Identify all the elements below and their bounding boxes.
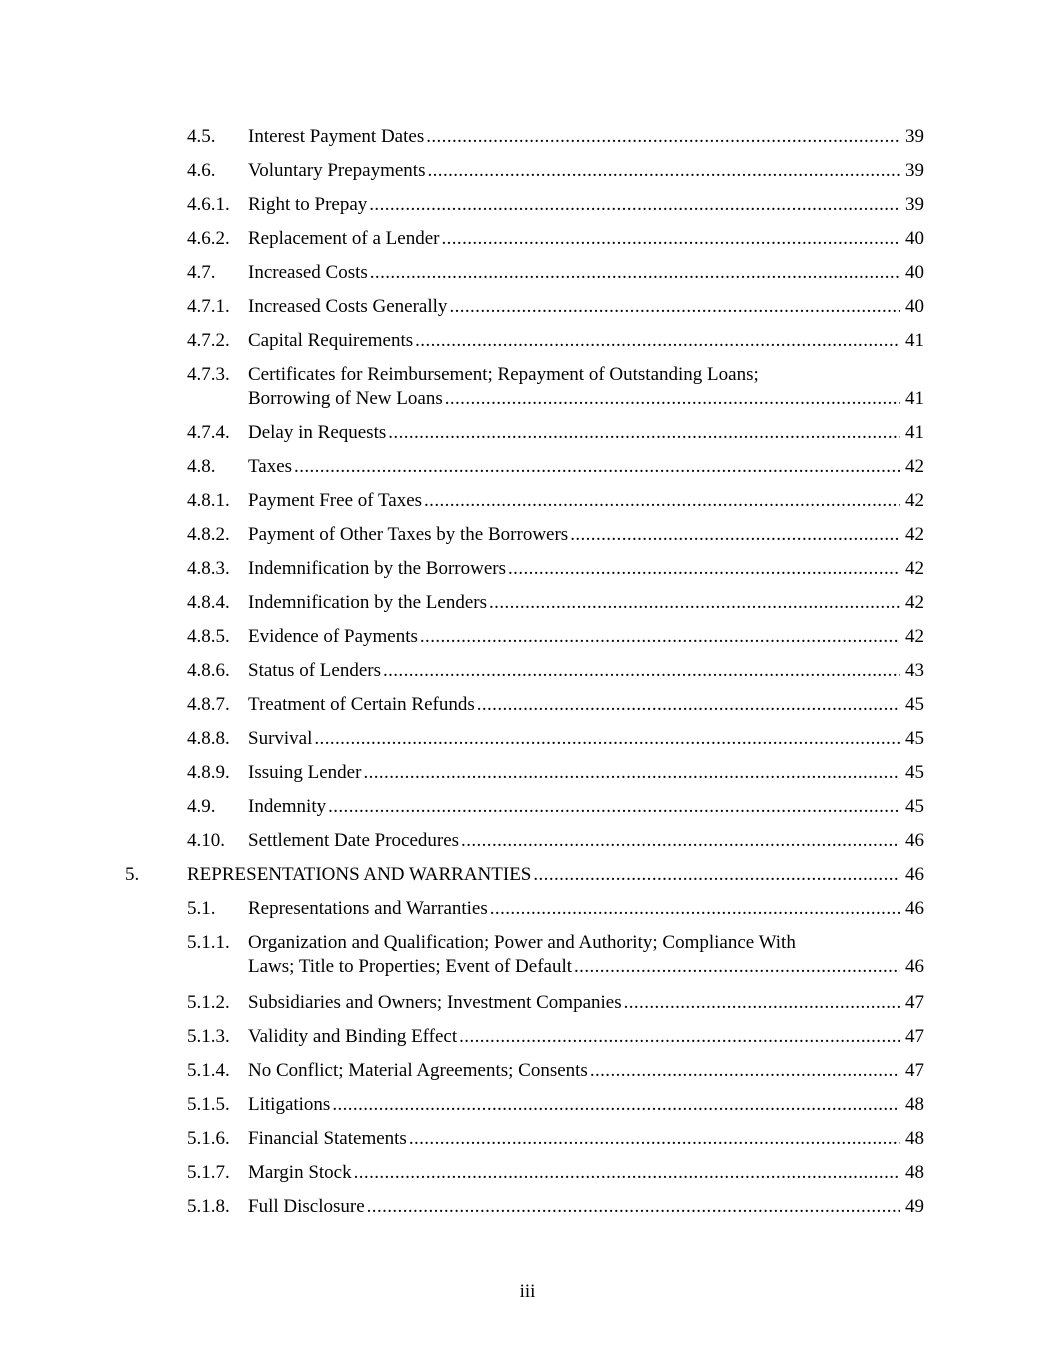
dot-leader [624,991,900,1015]
dot-leader [409,1127,900,1151]
section-number: 4.7.4. [187,422,230,443]
section-number: 4.9. [187,796,216,817]
toc-entry[interactable] [0,1161,1055,1185]
page-number: 39 [905,160,924,181]
toc-entry[interactable] [0,693,1055,717]
section-title: Voluntary Prepayments [248,160,426,181]
section-number: 5.1.7. [187,1162,230,1183]
dot-leader [314,727,900,751]
section-title: Laws; Title to Properties; Event of Default [248,956,573,977]
section-title: Financial Statements [248,1128,407,1149]
dot-leader [461,829,900,853]
section-number: 4.7.2. [187,330,230,351]
section-title-line1: Certificates for Reimbursement; Repayment of Outstanding Loans; [248,364,759,385]
page-number: 46 [905,898,924,919]
section-title: Payment Free of Taxes [248,490,423,511]
dot-leader [428,159,901,183]
toc-entry[interactable] [0,1025,1055,1049]
dot-leader [294,455,900,479]
section-title: Indemnity [248,796,327,817]
section-number: 4.7. [187,262,216,283]
toc-entry[interactable] [0,931,1055,979]
section-number: 4.8.3. [187,558,230,579]
section-title: Right to Prepay [248,194,368,215]
toc-entry[interactable] [0,159,1055,183]
section-number: 4.8.9. [187,762,230,783]
page-number: 47 [905,1026,924,1047]
page-number: 46 [905,956,924,977]
section-title: Evidence of Payments [248,626,418,647]
page-number: 42 [905,558,924,579]
page-number: 42 [905,626,924,647]
section-title: Capital Requirements [248,330,414,351]
page-number: 47 [905,1060,924,1081]
section-number: 4.10. [187,830,225,851]
page-number: 45 [905,762,924,783]
section-number: 5.1.4. [187,1060,230,1081]
section-number: 5.1.5. [187,1094,230,1115]
toc-entry[interactable] [0,557,1055,581]
dot-leader [459,1025,900,1049]
section-title: Increased Costs Generally [248,296,448,317]
page-number: 49 [905,1196,924,1217]
section-title: No Conflict; Material Agreements; Consents [248,1060,588,1081]
toc-entry[interactable] [0,125,1055,149]
section-number: 4.6.2. [187,228,230,249]
page-number: 41 [905,330,924,351]
section-title-line1: Organization and Qualification; Power and Authority; Compliance With [248,932,796,953]
dot-leader [388,421,900,445]
section-title: Delay in Requests [248,422,387,443]
dot-leader [508,557,900,581]
page-number: 43 [905,660,924,681]
page-number: 48 [905,1128,924,1149]
section-number: 4.6. [187,160,216,181]
section-number: 4.8.6. [187,660,230,681]
page-number: 46 [905,830,924,851]
section-title: Issuing Lender [248,762,362,783]
toc-entry[interactable] [0,363,1055,411]
section-number: 4.8.7. [187,694,230,715]
toc-entry[interactable] [0,795,1055,819]
section-number: 4.7.1. [187,296,230,317]
section-title: Validity and Binding Effect [248,1026,458,1047]
dot-leader [441,227,900,251]
dot-leader [533,863,900,887]
dot-leader [424,489,900,513]
toc-entry[interactable] [0,261,1055,285]
section-title: Interest Payment Dates [248,126,425,147]
toc-entry[interactable] [0,761,1055,785]
dot-leader [570,523,900,547]
toc-entry[interactable] [0,829,1055,853]
section-number: 5.1.1. [187,932,230,953]
toc-entry[interactable] [0,991,1055,1015]
section-title: Litigations [248,1094,331,1115]
toc-entry[interactable] [0,329,1055,353]
dot-leader [420,625,900,649]
dot-leader [477,693,900,717]
toc-entry[interactable] [0,1127,1055,1151]
dot-leader [445,387,900,411]
dot-leader [415,329,900,353]
toc-entry[interactable] [0,591,1055,615]
section-number: 5.1.3. [187,1026,230,1047]
page-number: 45 [905,796,924,817]
section-title: REPRESENTATIONS AND WARRANTIES [187,864,532,885]
toc-entry[interactable] [0,1195,1055,1219]
page-number: 46 [905,864,924,885]
toc-entry-article[interactable] [0,863,1055,887]
section-number: 4.8.5. [187,626,230,647]
toc-entry[interactable] [0,727,1055,751]
section-number: 4.5. [187,126,216,147]
dot-leader [383,659,900,683]
toc-entry[interactable] [0,295,1055,319]
page-number: 47 [905,992,924,1013]
section-number: 4.8. [187,456,216,477]
page-number: 41 [905,388,924,409]
toc-entry[interactable] [0,455,1055,479]
section-title: Indemnification by the Lenders [248,592,488,613]
toc-entry[interactable] [0,489,1055,513]
section-number: 4.6.1. [187,194,230,215]
dot-leader [590,1059,900,1083]
section-number: 5.1.8. [187,1196,230,1217]
dot-leader [574,955,900,979]
page-number: 40 [905,262,924,283]
section-title: Subsidiaries and Owners; Investment Companies [248,992,622,1013]
section-number: 4.7.3. [187,364,230,385]
page-number: 48 [905,1162,924,1183]
toc-entry[interactable] [0,421,1055,445]
section-number: 4.8.2. [187,524,230,545]
page-number: 45 [905,728,924,749]
section-number: 4.8.1. [187,490,230,511]
section-title: Taxes [248,456,293,477]
section-title: Status of Lenders [248,660,381,681]
section-title: Increased Costs [248,262,368,283]
section-title: Representations and Warranties [248,898,488,919]
dot-leader [332,1093,900,1117]
section-number: 4.8.4. [187,592,230,613]
dot-leader [363,761,900,785]
section-title: Margin Stock [248,1162,352,1183]
toc-entry[interactable] [0,227,1055,251]
toc-entry[interactable] [0,659,1055,683]
section-title: Treatment of Certain Refunds [248,694,475,715]
dot-leader [489,591,900,615]
section-number: 4.8.8. [187,728,230,749]
toc-entry[interactable] [0,625,1055,649]
section-title: Survival [248,728,313,749]
dot-leader [426,125,900,149]
page-number: 48 [905,1094,924,1115]
page-number: 42 [905,490,924,511]
page-number: 40 [905,228,924,249]
section-number: 5. [125,864,140,885]
page-number: 41 [905,422,924,443]
section-number: 5.1. [187,898,216,919]
dot-leader [370,261,900,285]
page-number: 39 [905,194,924,215]
dot-leader [328,795,900,819]
toc-entry[interactable] [0,897,1055,921]
page-number: 42 [905,456,924,477]
page-number: 39 [905,126,924,147]
toc-entry[interactable] [0,1059,1055,1083]
dot-leader [449,295,900,319]
section-number: 5.1.2. [187,992,230,1013]
section-title: Full Disclosure [248,1196,365,1217]
section-title: Replacement of a Lender [248,228,440,249]
section-title: Settlement Date Procedures [248,830,460,851]
section-title: Payment of Other Taxes by the Borrowers [248,524,569,545]
page-number: 45 [905,694,924,715]
dot-leader [490,897,900,921]
page-number: 40 [905,296,924,317]
section-number: 5.1.6. [187,1128,230,1149]
page-number: 42 [905,592,924,613]
section-title: Indemnification by the Borrowers [248,558,507,579]
toc-entry[interactable] [0,1093,1055,1117]
dot-leader [354,1161,900,1185]
dot-leader [367,1195,900,1219]
toc-entry[interactable] [0,193,1055,217]
dot-leader [369,193,900,217]
toc-entry[interactable] [0,523,1055,547]
page-number: 42 [905,524,924,545]
page-footer-number: iii [519,1281,536,1302]
section-title: Borrowing of New Loans [248,388,443,409]
